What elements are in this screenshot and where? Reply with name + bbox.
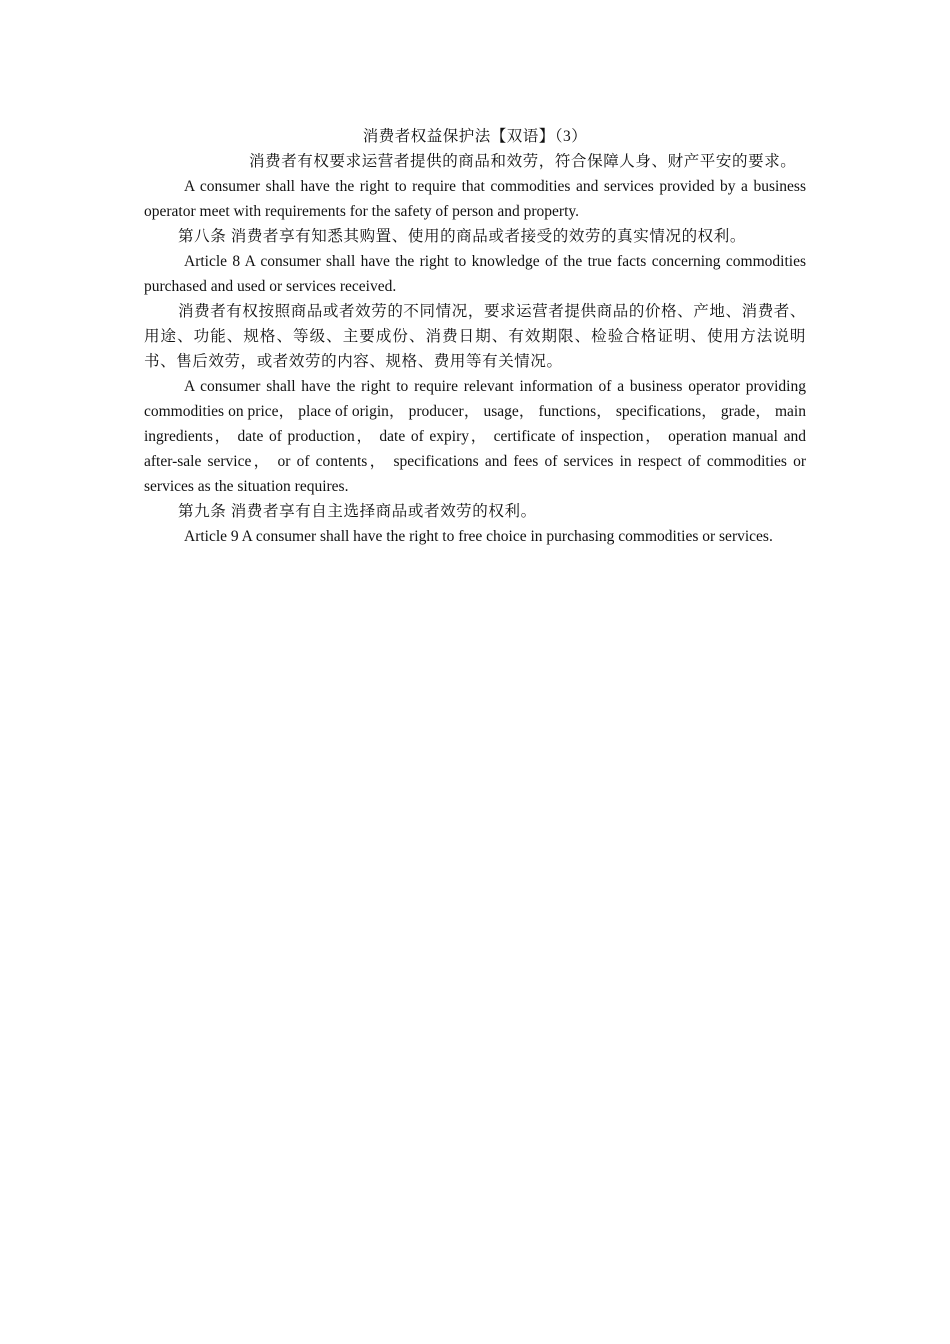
paragraph-zh-3: 消费者有权按照商品或者效劳的不同情况，要求运营者提供商品的价格、产地、消费者、用途、功能、规格、等级、主要成份、消费日期、有效期限、检验合格证明、使用方法说明书、售后效劳，或者效劳的内容、规格、费用等有关情况。 <box>144 303 806 370</box>
document-title: 消费者权益保护法【双语】（3） <box>362 128 588 145</box>
paragraph-en-1: A consumer shall have the right to require that commodities and services provided by a business operator meet with requirements for the safety of person and property. <box>144 178 806 220</box>
paragraph-en-3: A consumer shall have the right to require relevant information of a business operator providing commodities on price， place of origin， producer， usage， functions， specifications， grade， main ingredients， date of production， date of expiry， certificate of inspection， operation manual and after-sale service， or of contents， specifications and fees of services in respect of commodities or services as the situation requires. <box>144 378 806 495</box>
paragraph-article-8-en: Article 8 A consumer shall have the right to knowledge of the true facts concerning commodities purchased and used or services received. <box>144 253 806 295</box>
document-body <box>144 124 806 549</box>
paragraph-article-8-zh: 第八条 消费者享有知悉其购置、使用的商品或者接受的效劳的真实情况的权利。 <box>178 228 746 245</box>
paragraph-article-9-zh: 第九条 消费者享有自主选择商品或者效劳的权利。 <box>178 503 537 520</box>
paragraph-article-9-en: Article 9 A consumer shall have the right to free choice in purchasing commodities or services. <box>184 528 773 545</box>
paragraph-zh-1: 消费者有权要求运营者提供的商品和效劳，符合保障人身、财产平安的要求。 <box>249 153 797 170</box>
